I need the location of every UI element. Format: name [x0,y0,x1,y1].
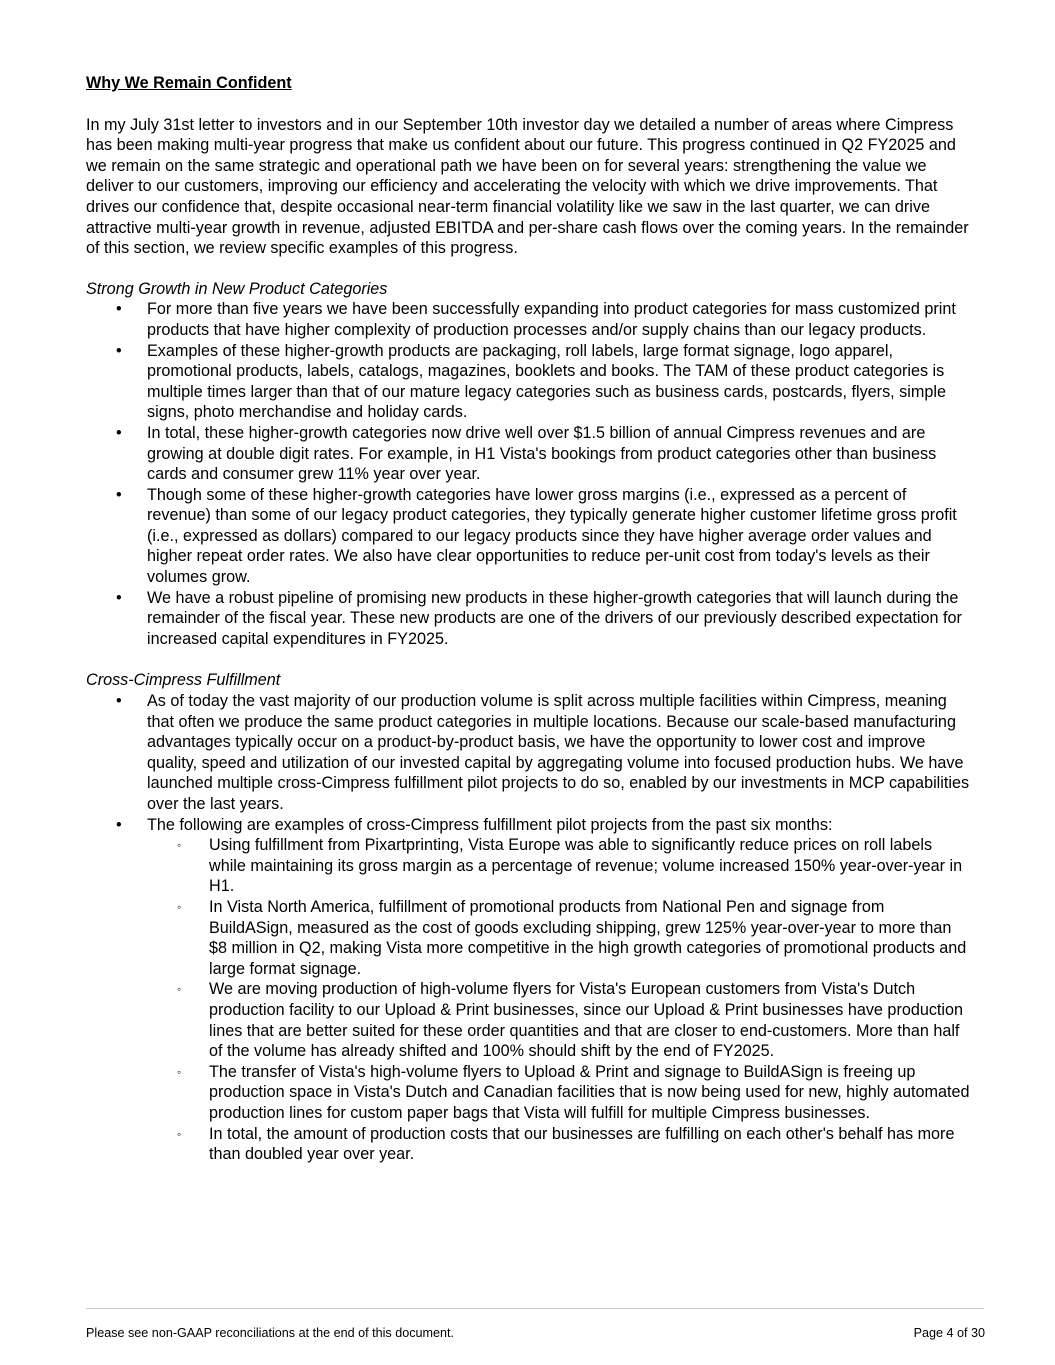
growth-bullet-list [86,299,970,649]
footer-note: Please see non-GAAP reconciliations at the end of this document. [86,1326,455,1340]
list-item: • For more than five years we have been successfully expanding into product categories for mass customized print products that have higher complexity of production processes and/or supply chains than our legacy products. [147,299,970,340]
list-item: • Examples of these higher-growth products are packaging, roll labels, large format signage, logo apparel, promotional products, labels, catalogs, magazines, booklets and books. The TAM of these product categories is multiple times larger than that of our mature legacy categories such as business cards, postcards, flyers, simple signs, photo merchandise and holiday cards. [147,341,970,423]
list-item: • In total, these higher-growth categories now drive well over $1.5 billion of annual Cimpress revenues and are growing at double digit rates. For example, in H1 Vista's bookings from product categories other than business cards and consumer grew 11% year over year. [147,423,970,485]
sub-list-item: ◦ In total, the amount of production costs that our businesses are fulfilling on each other's behalf has more than doubled year over year. [209,1124,970,1165]
sub-list-item: ◦ We are moving production of high-volume flyers for Vista's European customers from Vista's Dutch production facility to our Upload & Print businesses, since our Upload & Print businesses have production lines that are better suited for these order quantities and that are closer to end-customers. More than half of the volume has already shifted and 100% should shift by the end of FY2025. [209,979,970,1061]
subsection-title-fulfillment: Cross-Cimpress Fulfillment [86,671,281,690]
subsection-title-growth: Strong Growth in New Product Categories [86,279,388,298]
document-body [86,73,970,1165]
sub-list-item: ◦ The transfer of Vista's high-volume flyers to Upload & Print and signage to BuildASign is freeing up production space in Vista's Dutch and Canadian facilities that is now being used for new, highly automated production lines for custom paper bags that Vista will fulfill for multiple Cimpress businesses. [209,1062,970,1124]
page-number: Page 4 of 30 [913,1326,985,1340]
list-item: • We have a robust pipeline of promising new products in these higher-growth categories that will launch during the remainder of the fiscal year. These new products are one of the drivers of our previously described expectation for increased capital expenditures in FY2025. [147,588,970,650]
list-item-text: The following are examples of cross-Cimpress fulfillment pilot projects from the past six months: [147,815,833,834]
footer-divider [86,1308,984,1309]
section-heading: Why We Remain Confident [86,74,292,92]
sub-list-item: ◦ In Vista North America, fulfillment of promotional products from National Pen and signage from BuildASign, measured as the cost of goods excluding shipping, grew 125% year-over-year to more than $8 million in Q2, making Vista more competitive in the high growth categories of promotional products and large format signage. [209,897,970,979]
list-item-with-sublist [147,815,970,1165]
pilot-project-sublist [147,835,970,1165]
list-item: • Though some of these higher-growth categories have lower gross margins (i.e., expressed as a percent of revenue) than some of our legacy product categories, they typically generate higher customer lifetime gross profit (i.e., expressed as dollars) compared to our legacy products since they have higher average order values and higher repeat order rates. We also have clear opportunities to reduce per-unit cost from today's levels as their volumes grow. [147,485,970,588]
sub-list-item: ◦ Using fulfillment from Pixartprinting, Vista Europe was able to significantly reduce prices on roll labels while maintaining its gross margin as a percentage of revenue; volume increased 150% year-over-year in H1. [209,835,970,897]
spacer [86,649,970,670]
fulfillment-bullet-list [86,691,970,1165]
intro-paragraph: In my July 31st letter to investors and in our September 10th investor day we detailed a number of areas where Cimpress has been making multi-year progress that make us confident about our future. This progress continued in Q2 FY2025 and we remain on the same strategic and operational path we have been on for several years: strengthening the value we deliver to our customers, improving our efficiency and accelerating the velocity with which we drive improvements. That drives our confidence that, despite occasional near-term financial volatility like we saw in the last quarter, we can drive attractive multi-year growth in revenue, adjusted EBITDA and per-share cash flows over the coming years. In the remainder of this section, we review specific examples of this progress. [86,115,969,258]
list-item: • As of today the vast majority of our production volume is split across multiple facilities within Cimpress, meaning that often we produce the same product categories in multiple locations. Because our scale-based manufacturing advantages typically occur on a product-by-product basis, we have the opportunity to lower cost and improve quality, speed and utilization of our invested capital by aggregating volume into focused production hubs. We have launched multiple cross-Cimpress fulfillment pilot projects to do so, enabled by our investments in MCP capabilities over the last years. [147,691,970,815]
